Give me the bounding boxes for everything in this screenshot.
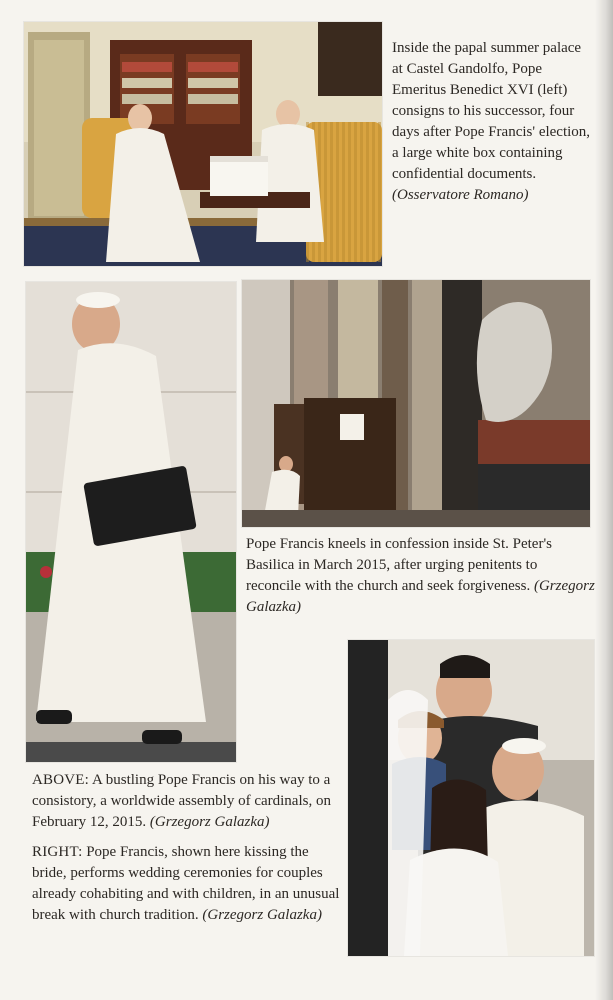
caption-consistory-text: A bustling Pope Francis on his way to a consistory, a worldwide assembly of cardinals, on February 12, 2015.	[32, 772, 331, 830]
page-edge-shadow	[595, 0, 613, 1000]
caption-consistory-credit: (Grzegorz Galazka)	[149, 814, 270, 830]
photo-confession-basilica	[242, 280, 590, 527]
photo-castel-gandolfo	[24, 22, 382, 266]
caption-wedding	[32, 842, 342, 926]
caption-wedding-lead: RIGHT:	[32, 844, 83, 860]
photo-wedding-kiss	[348, 640, 594, 956]
caption-confession-text: Pope Francis kneels in confession inside St. Peter's Basilica in March 2015, after urging penitents to reconcile with the church and seek forgiveness.	[246, 536, 552, 594]
caption-wedding-credit: (Grzegorz Galazka)	[202, 907, 322, 923]
photo-pope-walking	[26, 282, 236, 762]
caption-confession-credit: (Grzegorz Galazka)	[246, 578, 595, 615]
caption-summer-palace	[392, 38, 592, 206]
caption-summer-palace-text: Inside the papal summer palace at Castel Gandolfo, Pope Emeritus Benedict XVI (left) consigns to his successor, four days after Pope Francis' election, a large white box containing confidential documents.	[392, 40, 591, 182]
caption-consistory-lead: ABOVE:	[32, 772, 90, 788]
caption-wedding-text: Pope Francis, shown here kissing the bride, performs wedding ceremonies for couples already cohabiting and with children, in an unusual break with church tradition.	[32, 844, 340, 923]
caption-consistory	[32, 770, 342, 833]
caption-summer-palace-credit: (Osservatore Romano)	[392, 187, 529, 203]
caption-confession	[246, 534, 596, 618]
